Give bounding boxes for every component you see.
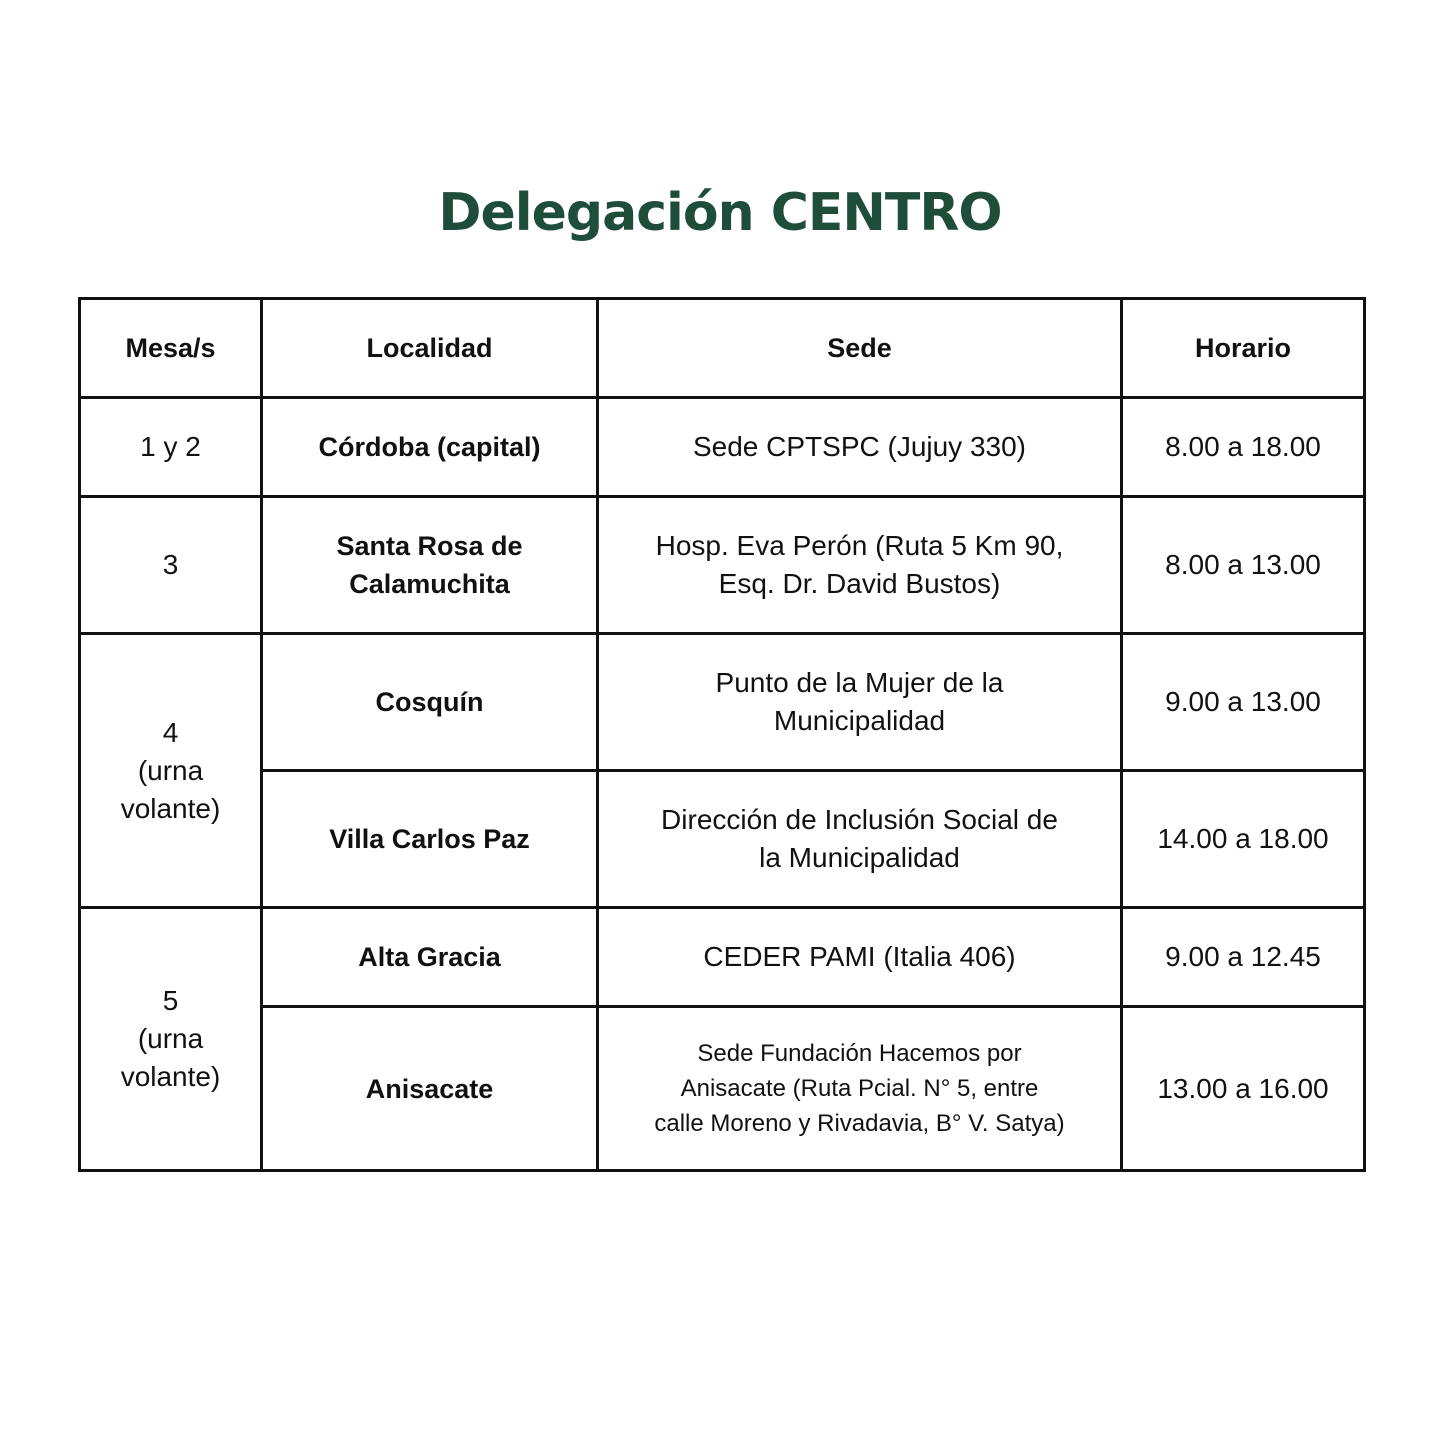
- sede-text: la Municipalidad: [759, 842, 960, 873]
- mesa-text: 5: [162, 985, 179, 1016]
- horario-cell: 8.00 a 13.00: [1122, 497, 1365, 634]
- header-localidad: Localidad: [262, 299, 598, 398]
- sede-cell: [598, 771, 1122, 908]
- localidad-cell: [262, 497, 598, 634]
- sede-text: Hosp. Eva Perón (Ruta 5 Km 90,: [655, 530, 1064, 561]
- mesa-text: volante): [120, 792, 221, 824]
- mesa-cell: [80, 398, 262, 497]
- sede-cell: [598, 497, 1122, 634]
- sede-cell: [598, 398, 1122, 497]
- header-row: [80, 299, 1365, 398]
- sede-cell: [598, 908, 1122, 1007]
- mesa-text: (urna: [137, 1023, 204, 1054]
- sede-text: Dirección de Inclusión Social de: [661, 804, 1058, 835]
- sede-text: Esq. Dr. David Bustos): [718, 568, 1001, 599]
- horario-cell: 9.00 a 12.45: [1122, 908, 1365, 1007]
- localidad-text: Alta Gracia: [358, 942, 501, 972]
- mesa-cell: [80, 908, 262, 1171]
- localidad-text: Anisacate: [365, 1073, 494, 1104]
- table-row: [80, 1007, 1365, 1171]
- sede-text: Sede Fundación Hacemos por: [697, 1040, 1022, 1067]
- table-row: [80, 497, 1365, 634]
- mesa-text: volante): [120, 1061, 221, 1092]
- localidad-cell: [262, 398, 598, 497]
- localidad-cell: [262, 908, 598, 1007]
- mesa-text: 3: [162, 549, 179, 580]
- localidad-cell: [262, 1007, 598, 1171]
- table-row: [80, 634, 1365, 771]
- mesa-text: 4: [162, 716, 179, 748]
- sede-cell: [598, 634, 1122, 771]
- localidad-cell: [262, 634, 598, 771]
- localidad-text: Villa Carlos Paz: [329, 824, 530, 854]
- sede-text: Municipalidad: [773, 705, 946, 736]
- table-row: [80, 771, 1365, 908]
- sede-text: Anisacate (Ruta Pcial. N° 5, entre: [680, 1075, 1039, 1102]
- schedule-table: [78, 297, 1366, 1172]
- horario-cell: 8.00 a 18.00: [1122, 398, 1365, 497]
- sede-cell: [598, 1007, 1122, 1171]
- header-horario: Horario: [1122, 299, 1365, 398]
- horario-cell: 9.00 a 13.00: [1122, 634, 1365, 771]
- localidad-text: Córdoba (capital): [318, 432, 541, 462]
- sede-text: calle Moreno y Rivadavia, B° V. Satya): [654, 1110, 1065, 1137]
- mesa-text: (urna: [137, 754, 204, 786]
- horario-cell: 13.00 a 16.00: [1122, 1007, 1365, 1171]
- page-title: Delegación CENTRO: [438, 182, 1002, 243]
- sede-text: Punto de la Mujer de la: [715, 667, 1004, 698]
- sede-text: Sede CPTSPC (Jujuy 330): [692, 431, 1027, 462]
- table-row: [80, 908, 1365, 1007]
- localidad-text: Santa Rosa de: [336, 531, 523, 561]
- horario-cell: 14.00 a 18.00: [1122, 771, 1365, 908]
- header-sede: Sede: [598, 299, 1122, 398]
- header-mesa: Mesa/s: [80, 299, 262, 398]
- mesa-cell: [80, 497, 262, 634]
- table-row: [80, 398, 1365, 497]
- mesa-cell: [80, 634, 262, 908]
- localidad-text: Calamuchita: [349, 569, 510, 599]
- localidad-cell: [262, 771, 598, 908]
- mesa-text: 1 y 2: [140, 431, 201, 462]
- localidad-text: Cosquín: [375, 687, 484, 717]
- sede-text: CEDER PAMI (Italia 406): [703, 941, 1016, 972]
